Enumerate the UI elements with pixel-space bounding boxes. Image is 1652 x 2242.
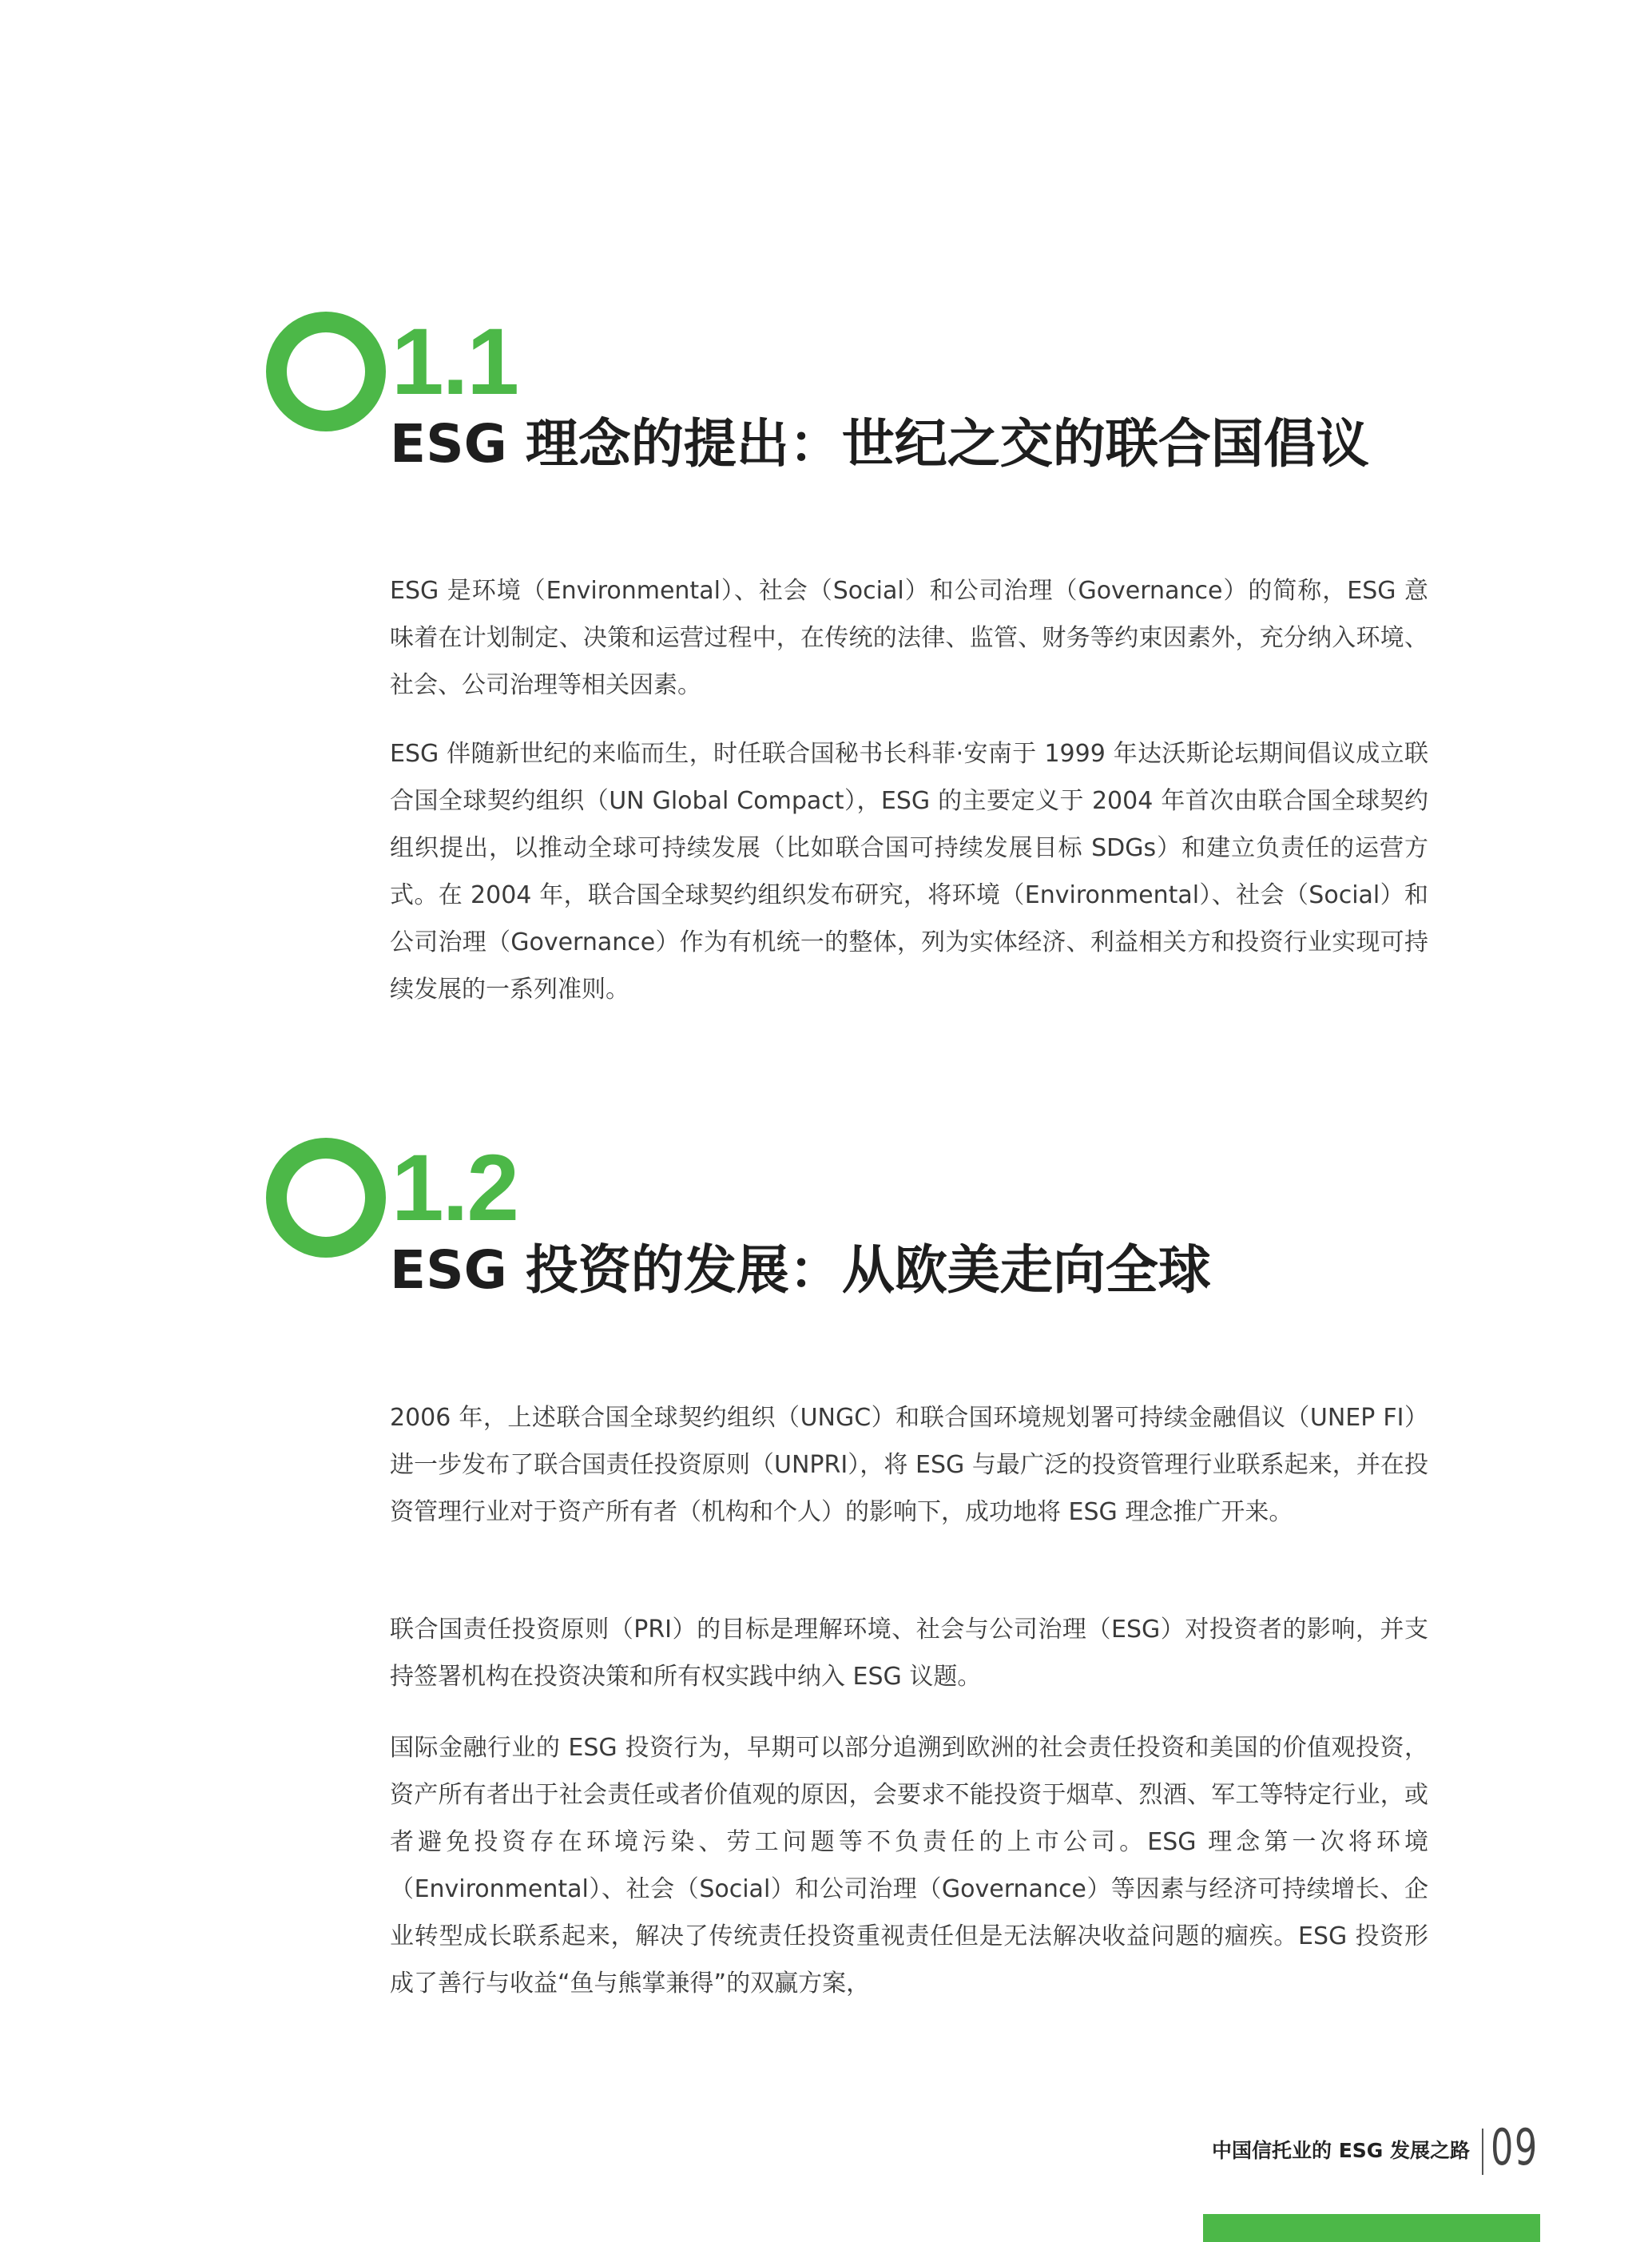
footer-divider [1482,2129,1483,2175]
section-1-ring-icon [266,312,386,431]
section-2-paragraph-2: 联合国责任投资原则（PRI）的目标是理解环境、社会与公司治理（ESG）对投资者的影响，并支持签署机构在投资决策和所有权实践中纳入 ESG 议题。 [390,1616,1428,1691]
section-1-title: ESG 理念的提出：世纪之交的联合国倡议 [390,413,1369,475]
section-2-paragraph-3: 国际金融行业的 ESG 投资行为，早期可以部分追溯到欧洲的社会责任投资和美国的价值观投资，资产所有者出于社会责任或者价值观的原因，会要求不能投资于烟草、烈酒、军工等特定行业，或者避免投资存在环境污染、劳工问题等不负责任的上市公司。ESG 理念第一次将环境（Environmental）、社会（Social）和公司治理（Governance）等因素与经济可持续增长、企业转型成长联系起来，解决了传统责任投资重视责任但是无法解决收益问题的痼疾。ESG 投资形成了善行与收益“鱼与熊掌兼得”的双赢方案， [390,1734,1428,1998]
section-2-title: ESG 投资的发展：从欧美走向全球 [390,1239,1211,1301]
section-2-paragraph-1: 2006 年，上述联合国全球契约组织（UNGC）和联合国环境规划署可持续金融倡议（UNEP FI）进一步发布了联合国责任投资原则（UNPRI），将 ESG 与最广泛的投资管理行业联系起来，并在投资管理行业对于资产所有者（机构和个人）的影响下，成功地将 ESG 理念推广开来。 [390,1404,1428,1526]
footer-publication-title: 中国信托业的 ESG 发展之路 [1211,2139,1470,2162]
section-1-paragraph-1: ESG 是环境（Environmental）、社会（Social）和公司治理（Governance）的简称，ESG 意味着在计划制定、决策和运营过程中，在传统的法律、监管、财务等约束因素外，充分纳入环境、社会、公司治理等相关因素。 [390,577,1428,699]
section-1-paragraph-2: ESG 伴随新世纪的来临而生，时任联合国秘书长科菲·安南于 1999 年达沃斯论坛期间倡议成立联合国全球契约组织（UN Global Compact），ESG 的主要定义于 2004 年首次由联合国全球契约组织提出，以推动全球可持续发展（比如联合国可持续发展目标 SDGs）和建立负责任的运营方式。在 2004 年，联合国全球契约组织发布研究，将环境（Environmental）、社会（Social）和公司治理（Governance）作为有机统一的整体，列为实体经济、利益相关方和投资行业实现可持续发展的一系列准则。 [390,740,1428,1004]
section-1-number: 1.1 [391,309,518,415]
page-number: 09 [1491,2118,1539,2176]
section-2-number: 1.2 [391,1135,518,1241]
footer-accent-bar [1203,2214,1540,2242]
section-2-ring-icon [266,1138,386,1258]
